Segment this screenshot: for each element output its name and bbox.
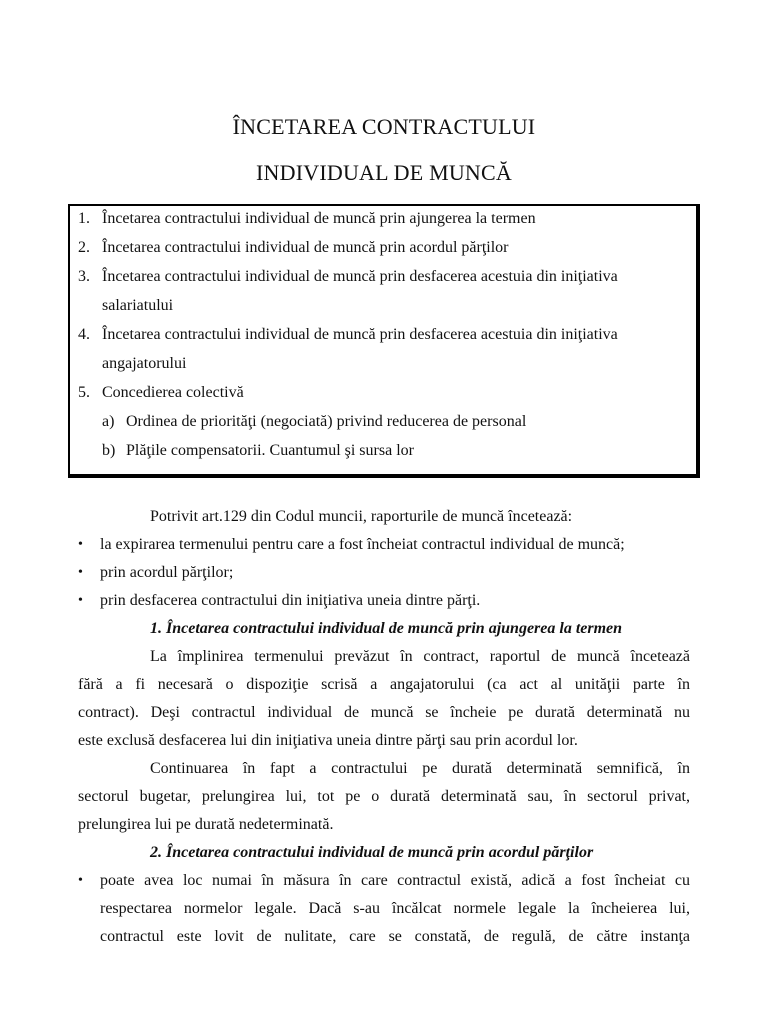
toc-item-text: Încetarea contractului individual de muncă prin acordul părţilor <box>102 239 509 256</box>
toc-item-text: Concedierea colectivă <box>102 384 244 401</box>
toc-item-text: Plăţile compensatorii. Cuantumul şi sursa lor <box>126 442 414 459</box>
toc-item-number: 2. <box>78 239 90 256</box>
bullet-icon: • <box>78 565 83 580</box>
table-of-contents <box>68 204 700 478</box>
toc-item-text: salariatului <box>102 297 174 314</box>
section-1-paragraph-2-line-2: sectorul bugetar, prelungirea lui, tot pe o durată determinată sau, în sectorul privat, <box>78 788 690 805</box>
toc-item-number: 1. <box>78 210 90 227</box>
section-1-paragraph-1-line-4: este exclusă desfacerea lui din iniţiativa uneia dintre părţi sau prin acordul lor. <box>78 732 578 749</box>
list-item-text: prin desfacerea contractului din iniţiativa uneia dintre părţi. <box>100 592 481 609</box>
toc-item-number: a) <box>102 413 115 430</box>
toc-item-text: Ordinea de priorităţi (negociată) privind reducerea de personal <box>126 413 527 430</box>
toc-item-text: Încetarea contractului individual de muncă prin ajungerea la termen <box>102 210 536 227</box>
bullet-icon: • <box>78 537 83 552</box>
section-1-paragraph-1-line-3: contract). Deşi contractul individual de muncă se încheie pe durată determinată nu <box>78 704 690 721</box>
intro-paragraph: Potrivit art.129 din Codul muncii, raporturile de muncă încetează: <box>150 508 573 525</box>
list-item-text-line-3: contractul este lovit de nulitate, care se constată, de regulă, de către instanţa <box>100 928 690 945</box>
section-1-paragraph-1-line-2: fără a fi necesară o dispoziţie scrisă a angajatorului (ca act al unităţii parte în <box>78 676 690 693</box>
toc-item-number: 5. <box>78 384 90 401</box>
bullet-icon: • <box>78 593 83 608</box>
section-1-paragraph-1-line-1: La împlinirea termenului prevăzut în contract, raportul de muncă încetează <box>150 648 690 665</box>
toc-item-text: angajatorului <box>102 355 187 372</box>
list-item-text-line-1: poate avea loc numai în măsura în care contractul există, adică a fost încheiat cu <box>100 872 690 889</box>
document-title-line-1: ÎNCETAREA CONTRACTULUI <box>232 114 536 139</box>
toc-item-text: Încetarea contractului individual de muncă prin desfacerea acestuia din iniţiativa <box>102 268 618 285</box>
bullet-icon: • <box>78 873 83 888</box>
list-item-text: prin acordul părţilor; <box>100 564 234 581</box>
toc-item-number: 4. <box>78 326 90 343</box>
section-1-paragraph-2-line-3: prelungirea lui pe durată nedeterminată. <box>78 816 334 833</box>
list-item <box>78 867 690 951</box>
section-1-heading: 1. Încetarea contractului individual de muncă prin ajungerea la termen <box>150 620 623 637</box>
list-item-text-line-2: respectarea normelor legale. Dacă s-au încălcat normele legale la încheierea lui, <box>100 900 690 917</box>
section-1-paragraph-2-line-1: Continuarea în fapt a contractului pe durată determinată semnifică, în <box>150 760 690 777</box>
toc-item-number: b) <box>102 442 116 459</box>
toc-item-text: Încetarea contractului individual de muncă prin desfacerea acestuia din iniţiativa <box>102 326 618 343</box>
document-title-line-2: INDIVIDUAL DE MUNCĂ <box>256 160 512 185</box>
list-item-text: la expirarea termenului pentru care a fost încheiat contractul individual de muncă; <box>100 536 625 553</box>
section-2-heading: 2. Încetarea contractului individual de muncă prin acordul părţilor <box>150 844 594 861</box>
toc-item-number: 3. <box>78 268 90 285</box>
